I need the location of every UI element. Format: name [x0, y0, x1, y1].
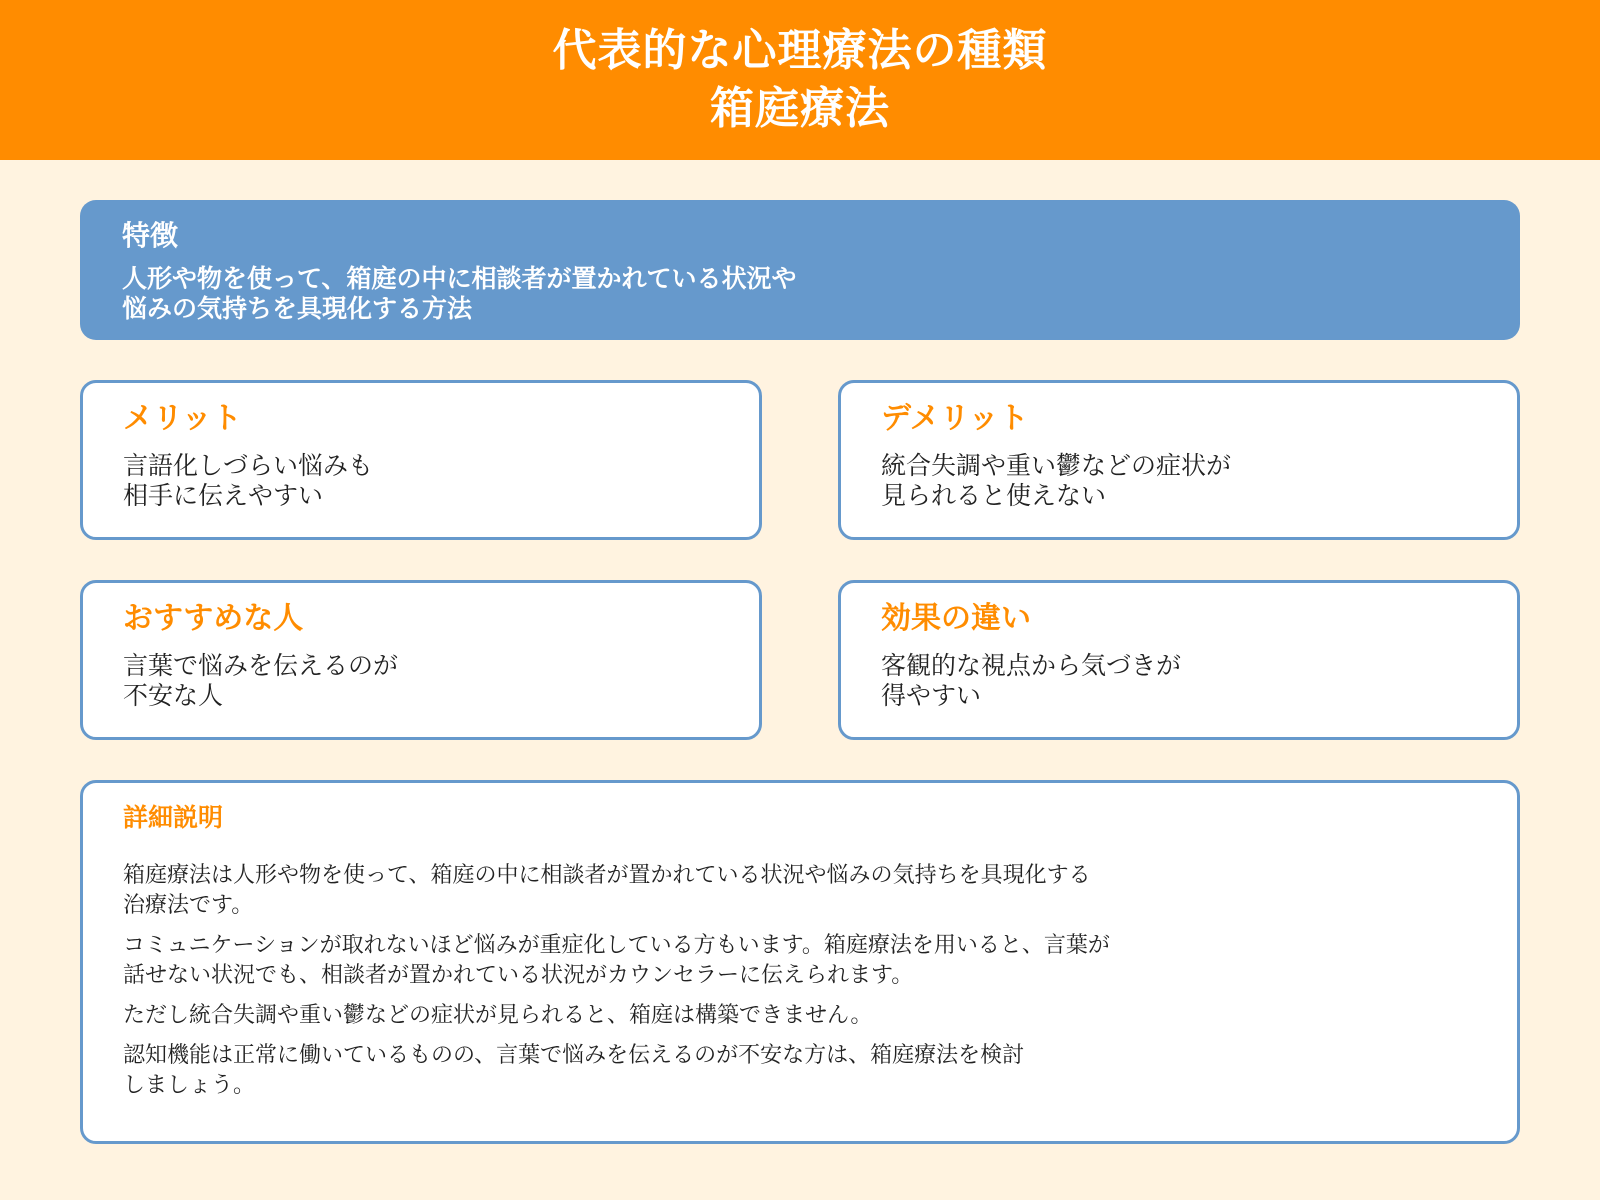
detail-line: 話せない状況でも、相談者が置かれている状況がカウンセラーに伝えられます。: [123, 963, 914, 988]
demerit-text: [881, 451, 1477, 511]
merit-text-line: 言語化しづらい悩みも: [123, 451, 374, 480]
demerit-card: [838, 380, 1520, 540]
page-title: 代表的な心理療法の種類: [552, 25, 1048, 76]
detail-line: 認知機能は正常に働いているものの、言葉で悩みを伝えるのが不安な方は、箱庭療法を検討: [123, 1043, 1025, 1068]
demerit-text-line: 見られると使えない: [881, 481, 1107, 510]
detail-line: コミュニケーションが取れないほど悩みが重症化している方もいます。箱庭療法を用いると、言葉が: [123, 933, 1110, 958]
detail-line: しましょう。: [123, 1073, 256, 1098]
recommended-text-line: 不安な人: [123, 681, 224, 710]
feature-text-line: 悩みの気持ちを具現化する方法: [122, 294, 473, 323]
feature-box: [80, 200, 1520, 340]
feature-text-line: 人形や物を使って、箱庭の中に相談者が置かれている状況や: [122, 264, 797, 293]
detail-line: 箱庭療法は人形や物を使って、箱庭の中に相談者が置かれている状況や悩みの気持ちを具現化する: [123, 863, 1091, 888]
effect-text: [881, 651, 1477, 711]
recommended-title: おすすめな人: [123, 601, 304, 636]
merit-title: メリット: [123, 401, 242, 436]
page-subtitle: 箱庭療法: [710, 83, 890, 134]
detail-paragraph: [123, 861, 1477, 921]
merit-text-line: 相手に伝えやすい: [123, 481, 324, 510]
feature-text: [122, 264, 1478, 324]
demerit-text-line: 統合失調や重い鬱などの症状が: [881, 451, 1232, 480]
detail-line: 治療法です。: [123, 893, 254, 918]
recommended-card: [80, 580, 762, 740]
detail-section: [80, 780, 1520, 1144]
effect-title: 効果の違い: [881, 601, 1031, 636]
feature-title: 特徴: [122, 219, 179, 252]
detail-paragraph: [123, 1001, 1477, 1031]
detail-title: 詳細説明: [123, 803, 224, 832]
merit-text: [123, 451, 719, 511]
recommended-text: [123, 651, 719, 711]
detail-paragraph: [123, 1041, 1477, 1101]
merit-card: [80, 380, 762, 540]
recommended-text-line: 言葉で悩みを伝えるのが: [123, 651, 399, 680]
detail-paragraph: [123, 931, 1477, 991]
demerit-title: デメリット: [881, 401, 1029, 436]
effect-card: [838, 580, 1520, 740]
detail-line: ただし統合失調や重い鬱などの症状が見られると、箱庭は構築できません。: [123, 1003, 873, 1028]
effect-text-line: 客観的な視点から気づきが: [881, 651, 1182, 680]
effect-text-line: 得やすい: [881, 681, 982, 710]
page-header: [0, 0, 1600, 160]
